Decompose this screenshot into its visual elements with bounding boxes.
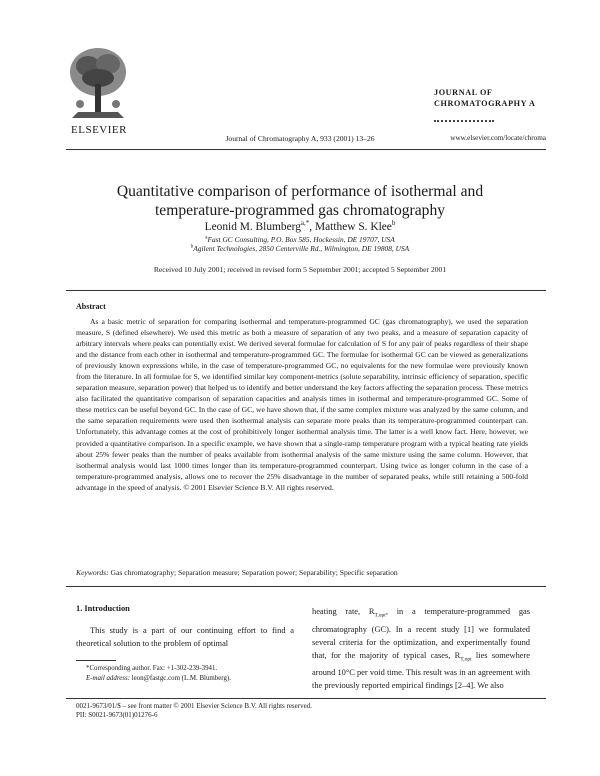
journal-reference: Journal of Chromatography A, 933 (2001) 13–26 [225,134,375,143]
footnote-divider [76,660,116,661]
intro-right-part-3: lies somewhere around 10°C per void time. This result was in an agreement with the previously reported empirical findings [2–4]. We also [312,650,530,691]
footnote-corresponding-author: *Corresponding author. Fax: +1-302-239-3941. [86,665,218,672]
abstract-divider [66,290,546,291]
author-1: Leonid M. Blumberg [204,220,301,233]
header-divider [66,149,546,150]
email-address[interactable]: leon@fastgc.com (L.M. Blumberg). [129,675,231,682]
journal-brand-line1: JOURNAL OF [434,88,493,97]
abstract-body: As a basic metric of separation for comparing isothermal and temperature-programmed GC (gas chromatography), we used the separation measure, S (defined elsewhere). We used this metric as both a measure of separation of any two peaks, and a measure of separation capacity of arbitrary intervals where peaks can potentially exist. We derived several formulae for calculation of S for any pair of peaks regardless of their shape and the distance from each other in isothermal and temperature-programmed GC. The formulae for isothermal GC can be viewed as generalizations of previously known expressions while, in the case of temperature-programmed GC, no equivalents for the new formulae were previously known from the literature. In all formulae for S, we identified similar key component-metrics (solute separability, intrinsic efficiency of separation, specific separation measure, separation power) that helped us to identify and better understand the key factors affecting the separation process. These metrics also facilitated the quantitative comparison of separation capacities and analysis times in isothermal and temperature-programmed GC. Some of these metrics can be useful beyond GC. In the case of GC, we have shown that, if the same complex mixture was analyzed by the same column, and the same separation requirements were used then isothermal analysis can separate more peaks than its temperature-programmed counterpart can. Unfortunately, this advantage comes at the cost of prohibitively longer isothermal analysis time. The latter is a well know fact. Here, however, we provided a quantitative comparison. In a specific example, we have shown that a single-ramp temperature program with a typical heating rate yields about 25% fewer peaks than the number of peaks available from isothermal analysis of the same mixture using the same column. However, that isothermal analysis would last 1000 times longer than its temperature-programmed counterpart. Using twice as longer column in the case of a temperature-programmed analysis, allows one to recover the 25% disadvantage in the number of separated peaks, while still retaining a 500-fold advantage in the speed of analysis. © 2001 Elsevier Science B.V. All rights reserved. [76,317,528,492]
received-dates: Received 10 July 2001; received in revised form 5 September 2001; accepted 5 September 2001 [153,265,447,274]
email-label: E-mail address: [86,675,130,682]
affiliation-b [100,244,500,253]
journal-brand-line2: CHROMATOGRAPHY A [434,99,536,108]
title-line-1: Quantitative comparison of performance of isothermal and [116,183,484,200]
intro-right-part-2: , in a temperature-programmed gas chromatography (GC). In a recent study [1] we formulated several criteria for the optimization, and experimentally found that, for the majority of typical cases, R [312,607,530,660]
publisher-name: ELSEVIER [71,124,127,136]
keywords-list: Gas chromatography; Separation measure; Separation power; Separability; Specific separation [110,568,398,577]
author-separator: , [309,220,315,233]
author-2-affiliation-mark: b [391,219,396,227]
journal-brand [434,87,536,109]
issn-line: 0021-9673/01/$ – see front matter © 2001 Elsevier Science B.V. All rights reserved. [76,702,312,710]
author-1-affiliation-mark: a,* [300,219,310,227]
affiliation-b-text: Agilent Technologies, 2850 Centerville Rd., Wilmington, DE 19808, USA [193,244,410,253]
affiliation-a-text: Fast GC Consulting, P.O. Box 585, Hockessin, DE 19707, USA [207,235,395,244]
affiliation-a-mark: a [205,235,208,241]
intro-left-column: This study is a part of our continuing effort to find a theoretical solution to the problem of optimal [76,626,294,648]
heating-rate-subscript: T,opt [374,612,386,619]
abstract-heading: Abstract [76,302,106,311]
heating-rate-subscript: T,opt [460,656,472,663]
author-list [100,219,500,233]
section-heading-introduction: 1. Introduction [76,604,130,613]
footer-divider [66,698,546,699]
body-divider [66,586,546,587]
journal-brand-ornament [434,120,494,124]
affiliation-b-mark: b [190,244,194,250]
author-2: Matthew S. Klee [314,220,392,233]
article-title [90,182,510,220]
intro-right-part-1: heating rate, R [312,607,375,616]
keywords [76,568,528,577]
footnote-email [86,675,306,682]
pii-line: PII: S0021-9673(01)01276-6 [76,711,158,719]
elsevier-tree-logo [66,44,130,122]
title-line-2: temperature-programmed gas chromatography [154,202,446,219]
affiliation-a [100,235,500,244]
journal-url[interactable]: www.elsevier.com/locate/chroma [450,134,546,142]
keywords-label: Keywords: [76,568,109,577]
intro-right-column [312,605,530,692]
